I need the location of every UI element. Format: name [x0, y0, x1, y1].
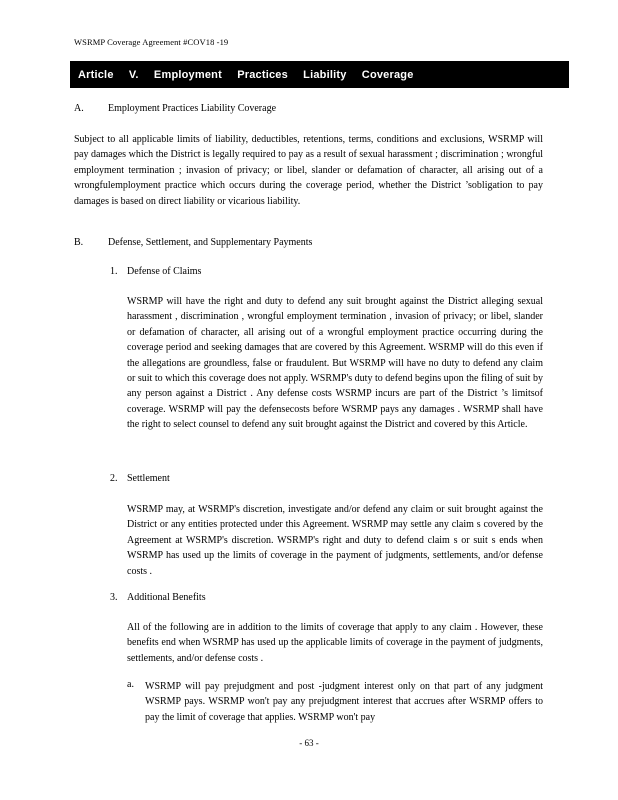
section-a-heading	[74, 103, 277, 114]
section-b-number: B.	[74, 237, 84, 248]
item-3-title: Additional Benefits	[127, 592, 206, 603]
item-1-heading	[110, 266, 202, 277]
item-1-number: 1.	[110, 266, 118, 277]
section-a-body: Subject to all applicable limits of liability, deductibles, retentions, terms, conditions and exclusions, WSRMP will pay damages which the District is legally required to pay as a result of sexual harassment ; discrimination ; wrongful employment termination ; invasion of privacy; or libel, slander or defamation of character, all arising out of a wrongfulemployment practice which occurs during the coverage period, whether the District ’sobligation to pay damages is based on direct liability or vicarious liability.	[74, 134, 543, 207]
item-2-title: Settlement	[127, 473, 170, 484]
section-b-heading	[74, 237, 313, 248]
subitem-a-label	[127, 679, 134, 690]
item-2-number: 2.	[110, 473, 118, 484]
running-header: WSRMP Coverage Agreement #COV18 -19	[74, 37, 229, 47]
item-3-heading	[110, 592, 206, 603]
item-3-body: All of the following are in addition to the limits of coverage that apply to any claim . However, these benefits end when WSRMP has used up the applicable limits of coverage in the payment of judgments, settlements, and/or defense costs .	[127, 622, 543, 664]
subitem-a-letter: a.	[127, 679, 134, 690]
section-a-title: Employment Practices Liability Coverage	[108, 103, 277, 114]
section-a-number: A.	[74, 103, 84, 114]
subitem-a-body: WSRMP will pay prejudgment and post -judgment interest only on that part of any judgment WSRMP pays. WSRMP won't pay any prejudgment interest that accrues after WSRMP offers to pay the limit of coverage that applies. WSRMP won't pay	[145, 681, 543, 723]
item-3-number: 3.	[110, 592, 118, 603]
item-1-body: WSRMP will have the right and duty to defend any suit brought against the District alleging sexual harassment , discrimination , wrongful employment termination , invasion of privacy; or libel, slander or defamation of character, all arising out of a wrongful employment practice occurring during the coverage period and seeking damages that are covered by this Agreement. WSRMP will do this even if the allegations are groundless, false or fraudulent. But WSRMP will have no duty to defend any claim or suit to which this coverage does not apply. WSRMP's duty to defend begins upon the filing of suit by any person against a District . Any defense costs WSRMP incurs are part of the District ’s limitsof coverage. WSRMP will pay the defensecosts before WSRMP pays any damages . WSRMP shall have the right to select counsel to defend any suit brought against the District and covered by this Article.	[127, 296, 543, 431]
section-b-title: Defense, Settlement, and Supplementary Payments	[108, 237, 313, 248]
item-1-title: Defense of Claims	[127, 266, 202, 277]
page-number: - 63 -	[299, 738, 319, 748]
article-title-bar: Article V. Employment Practices Liability Coverage	[70, 61, 569, 88]
item-2-heading	[110, 473, 170, 484]
item-2-body: WSRMP may, at WSRMP's discretion, investigate and/or defend any claim or suit brought against the District or any entities protected under this Agreement. WSRMP may settle any claim s covered by the Agreement at WSRMP's discretion. WSRMP's right and duty to defend claim s or suit s ends when WSRMP has used up the limits of coverage in the payment of judgments, settlements, and/or defense costs .	[127, 504, 543, 577]
